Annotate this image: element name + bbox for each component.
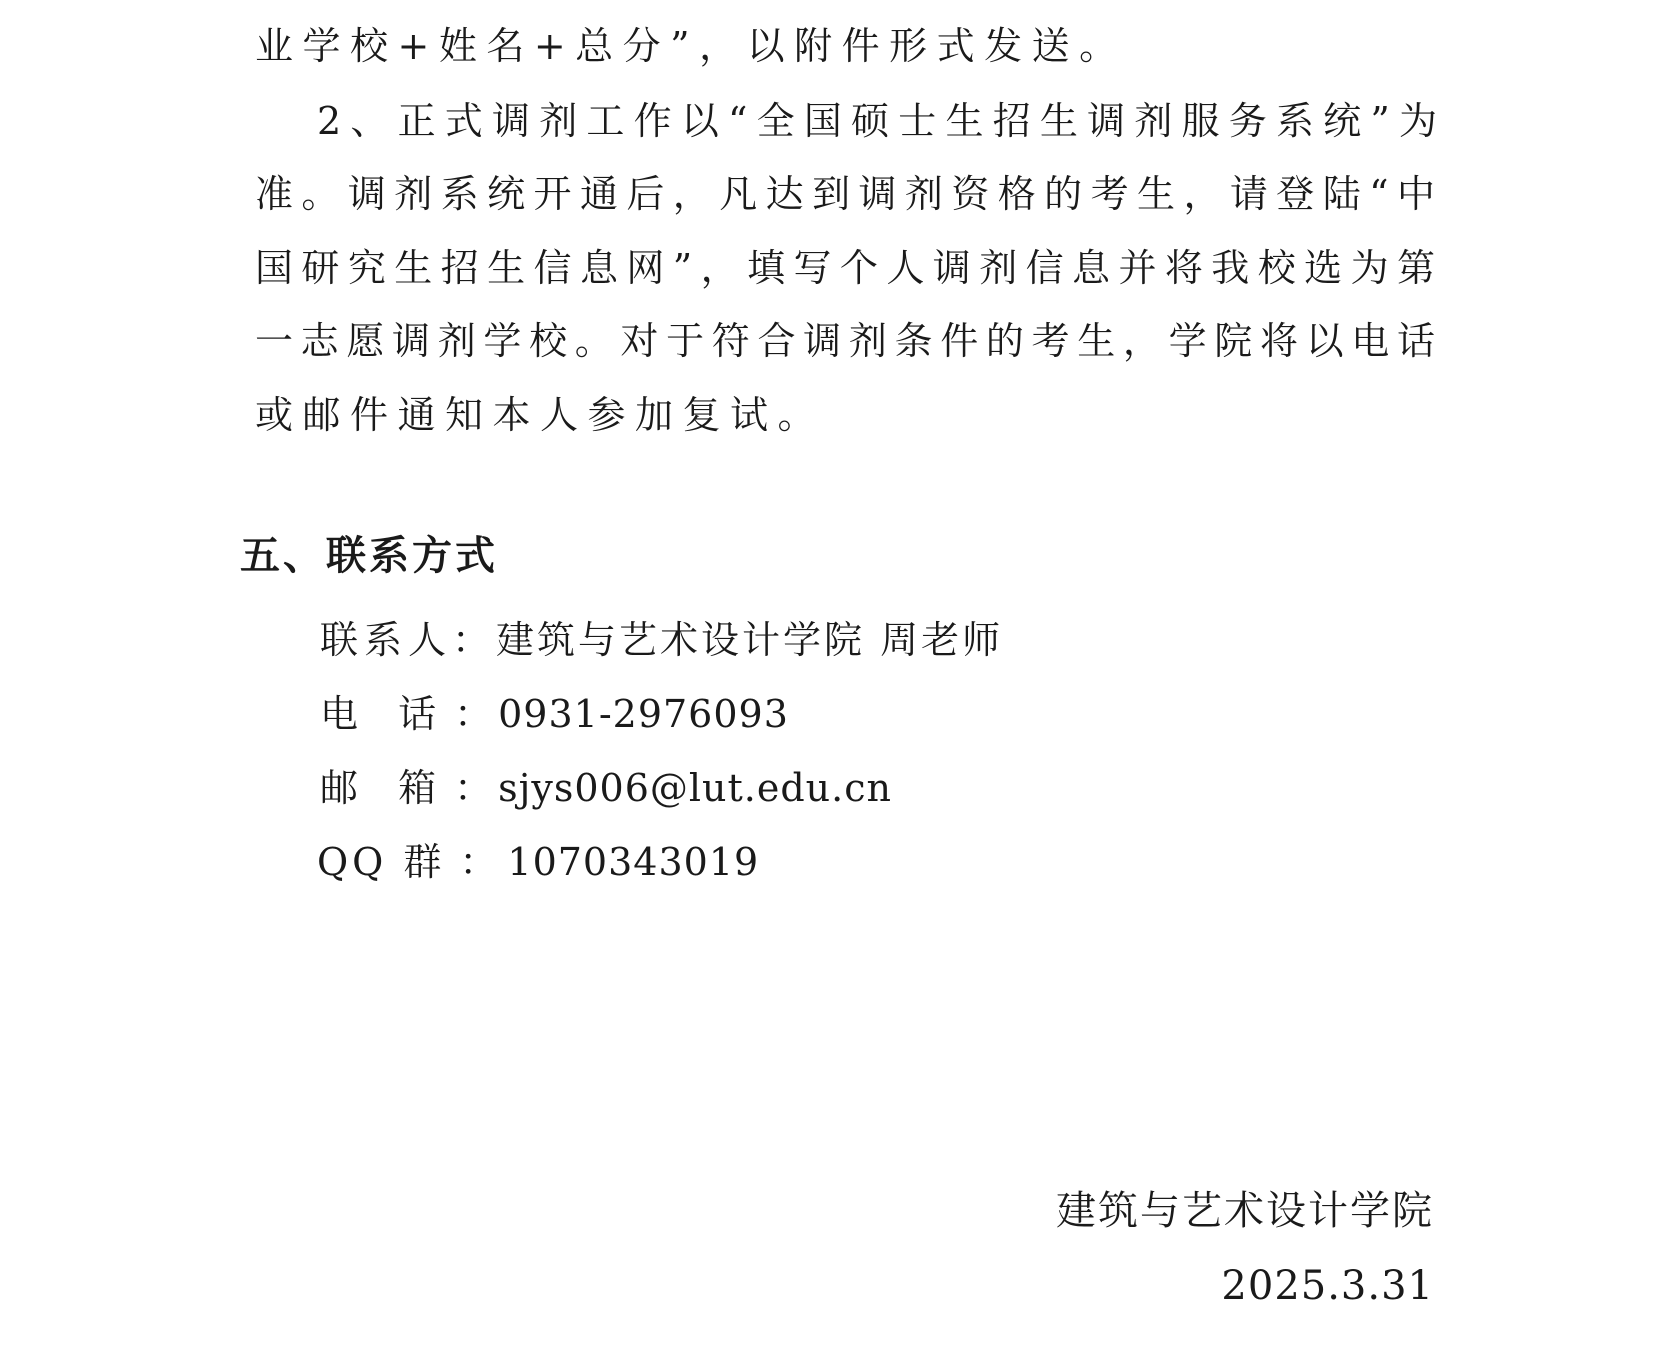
paragraph2-line-5: 或邮件通知本人参加复试。 [255, 393, 826, 437]
paragraph2-line-1: 2、正式调剂工作以“全国硕士生招生调剂服务系统”为 [317, 99, 1437, 143]
qq-label: QQ 群 [317, 840, 446, 884]
paragraph2-line-4: 一志愿调剂学校。对于符合调剂条件的考生，学院将以电话 [255, 319, 1435, 363]
section-heading: 五、联系方式 [240, 533, 498, 579]
phone-value: 0931-2976093 [498, 692, 789, 736]
qq-value: 1070343019 [507, 840, 760, 884]
phone-row [320, 688, 789, 740]
paragraph-continuation: 业学校+姓名+总分”，以附件形式发送。 [255, 24, 1127, 68]
qq-colon: ： [459, 840, 498, 884]
email-label: 邮 箱 [320, 766, 451, 810]
phone-colon: ： [454, 692, 493, 736]
paragraph2-line-2: 准。调剂系统开通后，凡达到调剂资格的考生，请登陆“中 [255, 172, 1435, 216]
contact-person-value: 建筑与艺术设计学院 周老师 [496, 618, 1004, 662]
signature-date: 2025.3.31 [1221, 1263, 1434, 1309]
qq-row [317, 836, 759, 888]
email-value[interactable]: sjys006@lut.edu.cn [498, 766, 892, 810]
contact-person-label: 联系人： [320, 618, 497, 662]
email-colon: ： [454, 766, 493, 810]
signature-org: 建筑与艺术设计学院 [1056, 1188, 1434, 1234]
contact-person-row [320, 614, 1003, 666]
phone-label: 电 话 [320, 692, 451, 736]
paragraph2-line-3: 国研究生招生信息网”，填写个人调剂信息并将我校选为第 [255, 246, 1435, 290]
email-row [320, 762, 892, 814]
